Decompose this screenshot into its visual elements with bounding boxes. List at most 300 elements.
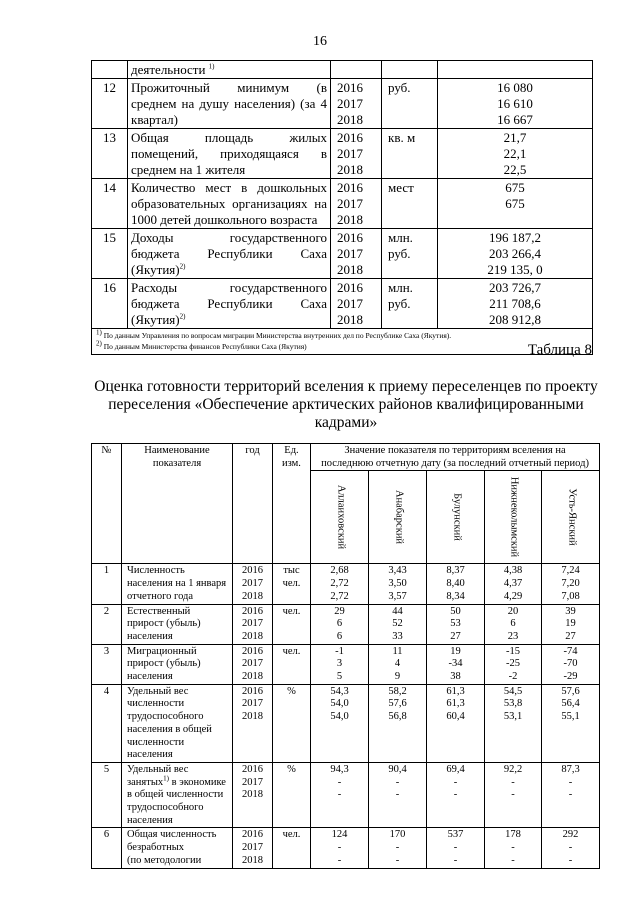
cell-line: 675: [505, 180, 525, 195]
cell-name: [122, 644, 233, 684]
cell-line: [275, 618, 308, 631]
cell-line: Доходы государственного: [131, 230, 327, 245]
cell-line: 2016: [337, 80, 363, 95]
cell-value: [485, 762, 542, 828]
cell-line: -34: [448, 658, 463, 670]
cell-unit: [382, 279, 438, 329]
table-row: [92, 61, 593, 79]
cell-line: 16 080: [497, 80, 533, 95]
cell-year: [233, 828, 273, 868]
footnote-mark: 1): [208, 62, 215, 71]
footnotes: [92, 329, 593, 355]
cell-line: Численность: [127, 565, 185, 577]
cell-line: 54,5: [503, 685, 523, 697]
table-row: [92, 644, 600, 684]
cell-line: 7,08: [561, 590, 580, 602]
cell-line: 2018: [242, 711, 263, 723]
cell-line: 2017: [242, 698, 263, 710]
cell-line: 2016: [337, 230, 363, 245]
cell-name: [128, 61, 331, 79]
cell-line: 1000 детей дошкольного возраста: [131, 212, 318, 227]
cell-value: [427, 604, 485, 644]
cell-line: 3: [336, 658, 343, 670]
cell-line: 11: [392, 645, 403, 657]
cell-line: 19: [565, 618, 576, 630]
cell-value: [369, 644, 427, 684]
cell-no: 14: [92, 179, 128, 229]
cell-no: 1: [92, 564, 122, 604]
cell-value: [427, 762, 485, 828]
cell-line: 537: [447, 829, 464, 841]
cell-line: 52: [392, 618, 403, 630]
cell-line: 2017: [242, 842, 263, 854]
cell-line: 54,0: [330, 711, 349, 723]
cell-line: трудоспособного: [127, 711, 204, 723]
cell-line: 2018: [337, 262, 363, 277]
cell-unit: [273, 684, 311, 762]
footnote-text: По данным Министерства финансов Республики Саха (Якутия): [101, 342, 307, 351]
cell-value: [311, 604, 369, 644]
territory-name: Аллаиховский: [334, 485, 346, 550]
cell-line: -: [395, 842, 400, 854]
cell-line: [275, 777, 308, 790]
cell-line: 94,3: [330, 763, 349, 775]
cell-line: [388, 209, 434, 222]
cell-line: 27: [450, 630, 461, 642]
cell-line: 2018: [242, 590, 263, 602]
cell-line: 16 610: [497, 96, 533, 111]
header-unit: [273, 444, 311, 564]
cell-name: [122, 828, 233, 868]
cell-year: [331, 129, 382, 179]
cell-unit: [273, 564, 311, 604]
cell-line: 16 667: [497, 112, 533, 127]
header-line: показателя: [152, 457, 202, 469]
cell-name: [122, 604, 233, 644]
cell-line: 6: [336, 618, 343, 630]
cell-line: -29: [563, 671, 578, 683]
cell-line: 2017: [337, 146, 363, 161]
cell-line: Количество мест в дошкольных: [131, 180, 327, 195]
cell-line: населения: [127, 630, 173, 642]
cell-no: 15: [92, 229, 128, 279]
cell-line: -: [337, 789, 342, 801]
cell-line: 2016: [242, 829, 263, 841]
cell-value: [427, 644, 485, 684]
cell-line: среднем на 1 жителя: [131, 162, 246, 177]
territory-name: Усть-Янский: [565, 488, 577, 547]
header-line: изм.: [282, 457, 301, 469]
cell-line: 211 708,6: [489, 296, 541, 311]
footnote: [96, 330, 588, 341]
title-line: кадрами»: [314, 414, 378, 431]
cell-line: 2016: [242, 605, 263, 617]
cell-line: образовательных организациях на: [131, 196, 327, 211]
table-row: [92, 229, 593, 279]
cell-line: 6: [336, 630, 343, 642]
cell-line: млн.: [388, 280, 413, 295]
footnotes-row: [92, 329, 593, 355]
footnote-mark: 1): [96, 328, 102, 337]
cell-value: [485, 564, 542, 604]
cell-value: [427, 828, 485, 868]
cell-line: -: [395, 776, 400, 788]
cell-line: населения на 1 января: [127, 578, 227, 590]
cell-line: 2016: [242, 763, 263, 775]
cell-name: [128, 129, 331, 179]
cell-line: %: [287, 763, 296, 775]
cell-line: 56,8: [388, 711, 407, 723]
cell-line: -: [395, 854, 400, 866]
cell-line: 33: [392, 630, 403, 642]
cell-unit: [273, 604, 311, 644]
title-line: Оценка готовности территорий вселения к приему переселенцев по проекту: [94, 378, 598, 395]
cell-line: 2,72: [330, 578, 349, 590]
cell-unit: [382, 229, 438, 279]
page-number: 16: [313, 34, 327, 49]
cell-unit: [382, 79, 438, 129]
cell-line: [388, 312, 434, 325]
cell-line: тыс: [283, 565, 300, 577]
cell-line: 2016: [242, 685, 263, 697]
cell-line: 2016: [337, 130, 363, 145]
cell-line: -70: [563, 658, 578, 670]
cell-line: населения: [127, 749, 173, 761]
cell-line: Миграционный: [127, 645, 197, 657]
cell-line: -: [568, 776, 573, 788]
cell-line: [275, 658, 308, 671]
cell-value: [311, 564, 369, 604]
cell-line: 29: [334, 605, 345, 617]
cell-line: прирост (убыль): [127, 618, 201, 630]
cell-line: бюджета Республики Саха: [131, 296, 327, 311]
cell-line: 2016: [242, 645, 263, 657]
cell-line: [275, 671, 308, 684]
cell-line: -: [337, 776, 342, 788]
header-value-group: [311, 444, 600, 471]
cell-line: численности: [127, 736, 185, 748]
header-row: [92, 444, 600, 471]
cell-value: [427, 684, 485, 762]
cell-line: 7,20: [561, 578, 580, 590]
cell-line: -: [511, 854, 515, 866]
header-no: №: [92, 444, 122, 564]
cell-line: 50: [450, 605, 461, 617]
cell-line: (Якутия)$^{2)}$: [131, 262, 186, 277]
cell-line: квартал): [131, 112, 178, 127]
cell-line: [275, 842, 308, 855]
table-row: [92, 604, 600, 644]
cell-line: помещений, приходящаяся в: [131, 146, 327, 161]
cell-no: 12: [92, 79, 128, 129]
cell-line: чел.: [282, 829, 301, 841]
cell-line: [388, 146, 434, 159]
cell-line: Общая площадь жилых: [131, 130, 327, 145]
cell-line: 7,24: [561, 565, 580, 577]
cell-line: 53,1: [503, 711, 523, 723]
cell-line: [441, 212, 589, 225]
cell-line: 22,1: [503, 146, 527, 161]
cell-name: [128, 179, 331, 229]
cell-line: [275, 855, 308, 868]
cell-line: 2018: [337, 162, 363, 177]
cell-no: 4: [92, 684, 122, 762]
cell-line: в общей численности: [127, 789, 224, 801]
cell-name: [122, 762, 233, 828]
cell-line: занятых$^{1)}$ в экономике: [127, 774, 226, 788]
cell-line: [388, 96, 434, 109]
cell-line: -: [337, 842, 342, 854]
cell-line: 2018: [337, 212, 363, 227]
cell-line: чел.: [282, 578, 301, 590]
cell-line: Общая численность: [127, 829, 217, 841]
header-line: последнюю отчетную дату (за последний отчетный период): [321, 457, 589, 469]
table-row: [92, 828, 600, 868]
header-name: [122, 444, 233, 564]
cell-line: 23: [507, 630, 519, 642]
footnote-text: По данным Управления по вопросам миграции Министерства внутренних дел по Республике Саха (Якутия).: [101, 331, 452, 340]
cell-line: Удельный вес: [127, 685, 189, 697]
cell-line: 178: [505, 829, 521, 841]
cell-unit: [273, 644, 311, 684]
cell-line: 2018: [242, 789, 263, 801]
cell-line: [388, 262, 434, 275]
cell-value: [485, 684, 542, 762]
cell-line: -15: [506, 645, 520, 657]
cell-value: [542, 644, 600, 684]
table-row: [92, 684, 600, 762]
cell-line: Удельный вес: [127, 763, 189, 775]
cell-line: [275, 711, 308, 724]
cell-value: [542, 564, 600, 604]
cell-line: 203 726,7: [489, 280, 541, 295]
cell-line: млн.: [388, 230, 413, 245]
table-row: [92, 279, 593, 329]
cell-line: населения: [127, 671, 173, 683]
cell-unit: [382, 61, 438, 79]
cell-line: -: [511, 776, 515, 788]
cell-line: 196 187,2: [489, 230, 541, 245]
cell-value: [369, 684, 427, 762]
cell-line: населения в общей: [127, 723, 212, 735]
cell-line: 8,34: [446, 590, 465, 602]
cell-value: [542, 684, 600, 762]
cell-line: 61,3: [446, 698, 465, 710]
territory-name: Нижнеколымский: [508, 477, 520, 558]
cell-line: бюджета Республики Саха: [131, 246, 327, 261]
cell-line: 2017: [337, 196, 363, 211]
cell-line: 53: [450, 618, 461, 630]
footnote-mark: 2): [96, 339, 102, 348]
cell-value: [542, 604, 600, 644]
cell-line: 203 266,4: [489, 246, 541, 261]
cell-line: 44: [392, 605, 403, 617]
footnote-mark: 2): [179, 312, 186, 321]
cell-value: [438, 179, 593, 229]
header-territory: [311, 471, 369, 564]
cell-line: трудоспособного: [127, 802, 204, 814]
cell-line: 27: [565, 630, 576, 642]
cell-value: [438, 129, 593, 179]
cell-line: 90,4: [388, 763, 407, 775]
cell-line: 3,43: [388, 565, 407, 577]
cell-line: 2017: [337, 246, 363, 261]
header-territory: [485, 471, 542, 564]
cell-line: руб.: [388, 296, 411, 311]
cell-line: 2018: [337, 112, 363, 127]
cell-value: [542, 762, 600, 828]
cell-line: [388, 196, 434, 209]
cell-line: 53,8: [503, 698, 523, 710]
territory-name: Булунский: [450, 493, 462, 542]
cell-year: [233, 762, 273, 828]
cell-line: чел.: [282, 645, 301, 657]
cell-line-tail: в экономике: [169, 776, 226, 788]
cell-line: населения: [127, 814, 173, 826]
cell-line: руб.: [388, 80, 411, 95]
cell-line: 4,38: [503, 565, 523, 577]
cell-line: -: [568, 842, 573, 854]
cell-no: 2: [92, 604, 122, 644]
cell-value: [311, 828, 369, 868]
cell-line: Прожиточный минимум (в: [131, 80, 327, 95]
cell-no: 6: [92, 828, 122, 868]
cell-line: 2016: [337, 280, 363, 295]
cell-line: 8,40: [446, 578, 465, 590]
cell-no: 3: [92, 644, 122, 684]
header-line: Наименование: [144, 445, 210, 456]
cell-line: 21,7: [503, 130, 527, 145]
cell-line: 2017: [242, 618, 263, 630]
cell-value: [311, 684, 369, 762]
cell-line: (Якутия)$^{2)}$: [131, 312, 186, 327]
cell-line: прирост (убыль): [127, 658, 201, 670]
cell-no: 16: [92, 279, 128, 329]
cell-line: мест: [388, 180, 414, 195]
cell-value: [369, 564, 427, 604]
cell-line: 6: [510, 618, 516, 630]
cell-line: 219 135, 0: [487, 262, 543, 277]
table-row: [92, 79, 593, 129]
cell-year: [331, 79, 382, 129]
cell-line: 124: [331, 829, 348, 841]
header-territory: [542, 471, 600, 564]
cell-line: 69,4: [446, 763, 465, 775]
cell-line: -: [453, 854, 458, 866]
cell-line: численности: [127, 698, 185, 710]
cell-line: 9: [394, 671, 401, 683]
cell-line: -: [395, 789, 400, 801]
cell-line: 2016: [242, 565, 263, 577]
cell-line: -1: [335, 645, 344, 657]
cell-line: 56,4: [561, 698, 580, 710]
header-territory: [369, 471, 427, 564]
cell-name: [122, 564, 233, 604]
cell-line: -25: [506, 658, 520, 670]
cell-unit: [273, 828, 311, 868]
cell-line: -: [568, 854, 573, 866]
cell-line: 55,1: [561, 711, 580, 723]
cell-line: -: [453, 789, 458, 801]
cell-value: [542, 828, 600, 868]
cell-no: 5: [92, 762, 122, 828]
cell-line: 2017: [242, 658, 263, 670]
cell-value: [485, 828, 542, 868]
cell-line: 3,50: [388, 578, 407, 590]
footnote-mark: 2): [179, 262, 186, 271]
cell-line: 57,6: [388, 698, 407, 710]
cell-line: 2018: [242, 854, 263, 866]
cell-no: [92, 61, 128, 79]
cell-year: [331, 61, 382, 79]
cell-line: 292: [562, 829, 579, 841]
title-line: переселения «Обеспечение арктических районов квалифицированными: [108, 396, 584, 413]
cell-line: [388, 159, 434, 172]
table-row: [92, 762, 600, 828]
cell-line: 675: [505, 196, 525, 211]
cell-line: 2016: [337, 180, 363, 195]
table-row: [92, 564, 600, 604]
cell-line: 2,72: [330, 590, 349, 602]
cell-value: [369, 762, 427, 828]
cell-line: деятельности: [131, 62, 206, 77]
cell-year: [331, 279, 382, 329]
cell-year: [233, 684, 273, 762]
cell-line: 58,2: [388, 685, 407, 697]
cell-line: безработных: [127, 842, 185, 854]
cell-name: [128, 79, 331, 129]
header-line: Ед.: [284, 445, 299, 456]
cell-line: 2017: [242, 578, 263, 590]
cell-line: 2018: [337, 312, 363, 327]
cell-line: 61,3: [446, 685, 465, 697]
cell-line: 38: [450, 671, 461, 683]
cell-line: чел.: [282, 605, 301, 617]
cell-line: 60,4: [446, 711, 465, 723]
cell-line: [388, 109, 434, 122]
table-continuation: [91, 60, 593, 355]
cell-value: [438, 229, 593, 279]
cell-year: [233, 604, 273, 644]
cell-name: [122, 684, 233, 762]
cell-value: [485, 644, 542, 684]
cell-line: 22,5: [503, 162, 527, 177]
cell-line: 2017: [242, 776, 263, 788]
cell-year: [331, 229, 382, 279]
cell-line: -74: [563, 645, 578, 657]
cell-line: 87,3: [561, 763, 580, 775]
header-territory: [427, 471, 485, 564]
cell-line: 208 912,8: [489, 312, 541, 327]
cell-line: 5: [336, 671, 343, 683]
cell-line: 19: [450, 645, 461, 657]
table-row: [92, 129, 593, 179]
cell-line: 3,57: [388, 590, 407, 602]
cell-line: 54,3: [330, 685, 349, 697]
cell-unit: [382, 129, 438, 179]
cell-no: 13: [92, 129, 128, 179]
header-line: Значение показателя по территориям вселения на: [344, 445, 566, 456]
cell-value: [311, 644, 369, 684]
cell-line: 2,68: [330, 565, 349, 577]
readiness-table: [91, 443, 600, 869]
cell-line: 2018: [242, 671, 263, 683]
cell-value: [438, 279, 593, 329]
cell-line: [275, 631, 308, 644]
cell-line: -: [511, 789, 515, 801]
cell-value: [369, 604, 427, 644]
cell-line: [275, 789, 308, 802]
